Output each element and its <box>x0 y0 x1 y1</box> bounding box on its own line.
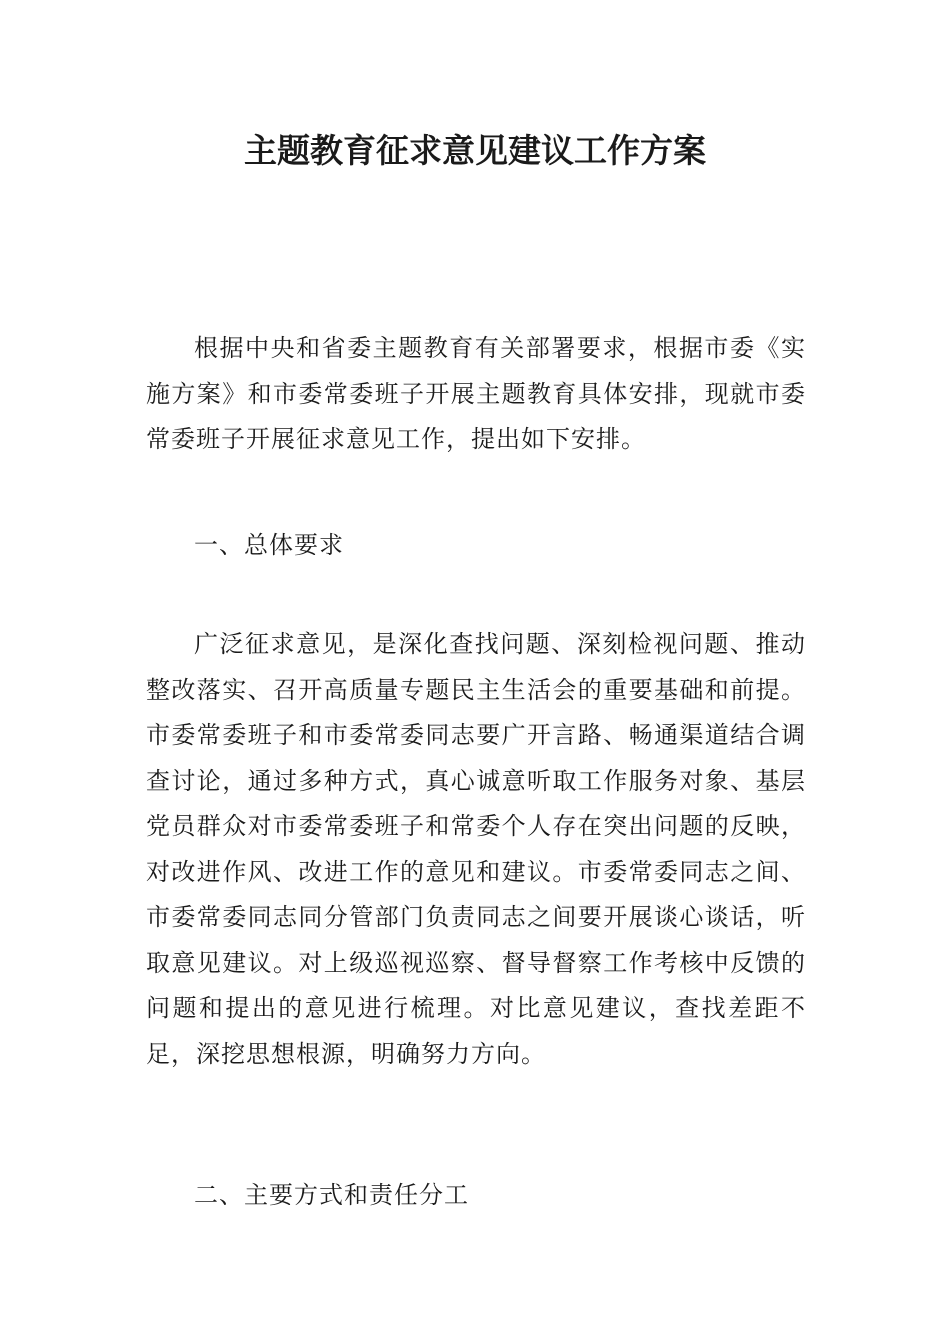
section-2-heading: 二、主要方式和责任分工 <box>194 1181 469 1209</box>
intro-paragraph: 根据中央和省委主题教育有关部署要求，根据市委《实施方案》和市委常委班子开展主题教育具体安排，现就市委常委班子开展征求意见工作，提出如下安排。 <box>146 334 806 453</box>
section-1-heading: 一、总体要求 <box>194 531 344 559</box>
document-title: 主题教育征求意见建议工作方案 <box>244 131 706 170</box>
section-1-body: 广泛征求意见，是深化查找问题、深刻检视问题、推动整改落实、召开高质量专题民主生活会的重要基础和前提。市委常委班子和市委常委同志要广开言路、畅通渠道结合调查讨论，通过多种方式，真心诚意听取工作服务对象、基层党员群众对市委常委班子和常委个人存在突出问题的反映，对改进作风、改进工作的意见和建议。市委常委同志之间、市委常委同志同分管部门负责同志之间要开展谈心谈话，听取意见建议。对上级巡视巡察、督导督察工作考核中反馈的问题和提出的意见进行梳理。对比意见建议，查找差距不足，深挖思想根源，明确努力方向。 <box>146 630 806 1068</box>
